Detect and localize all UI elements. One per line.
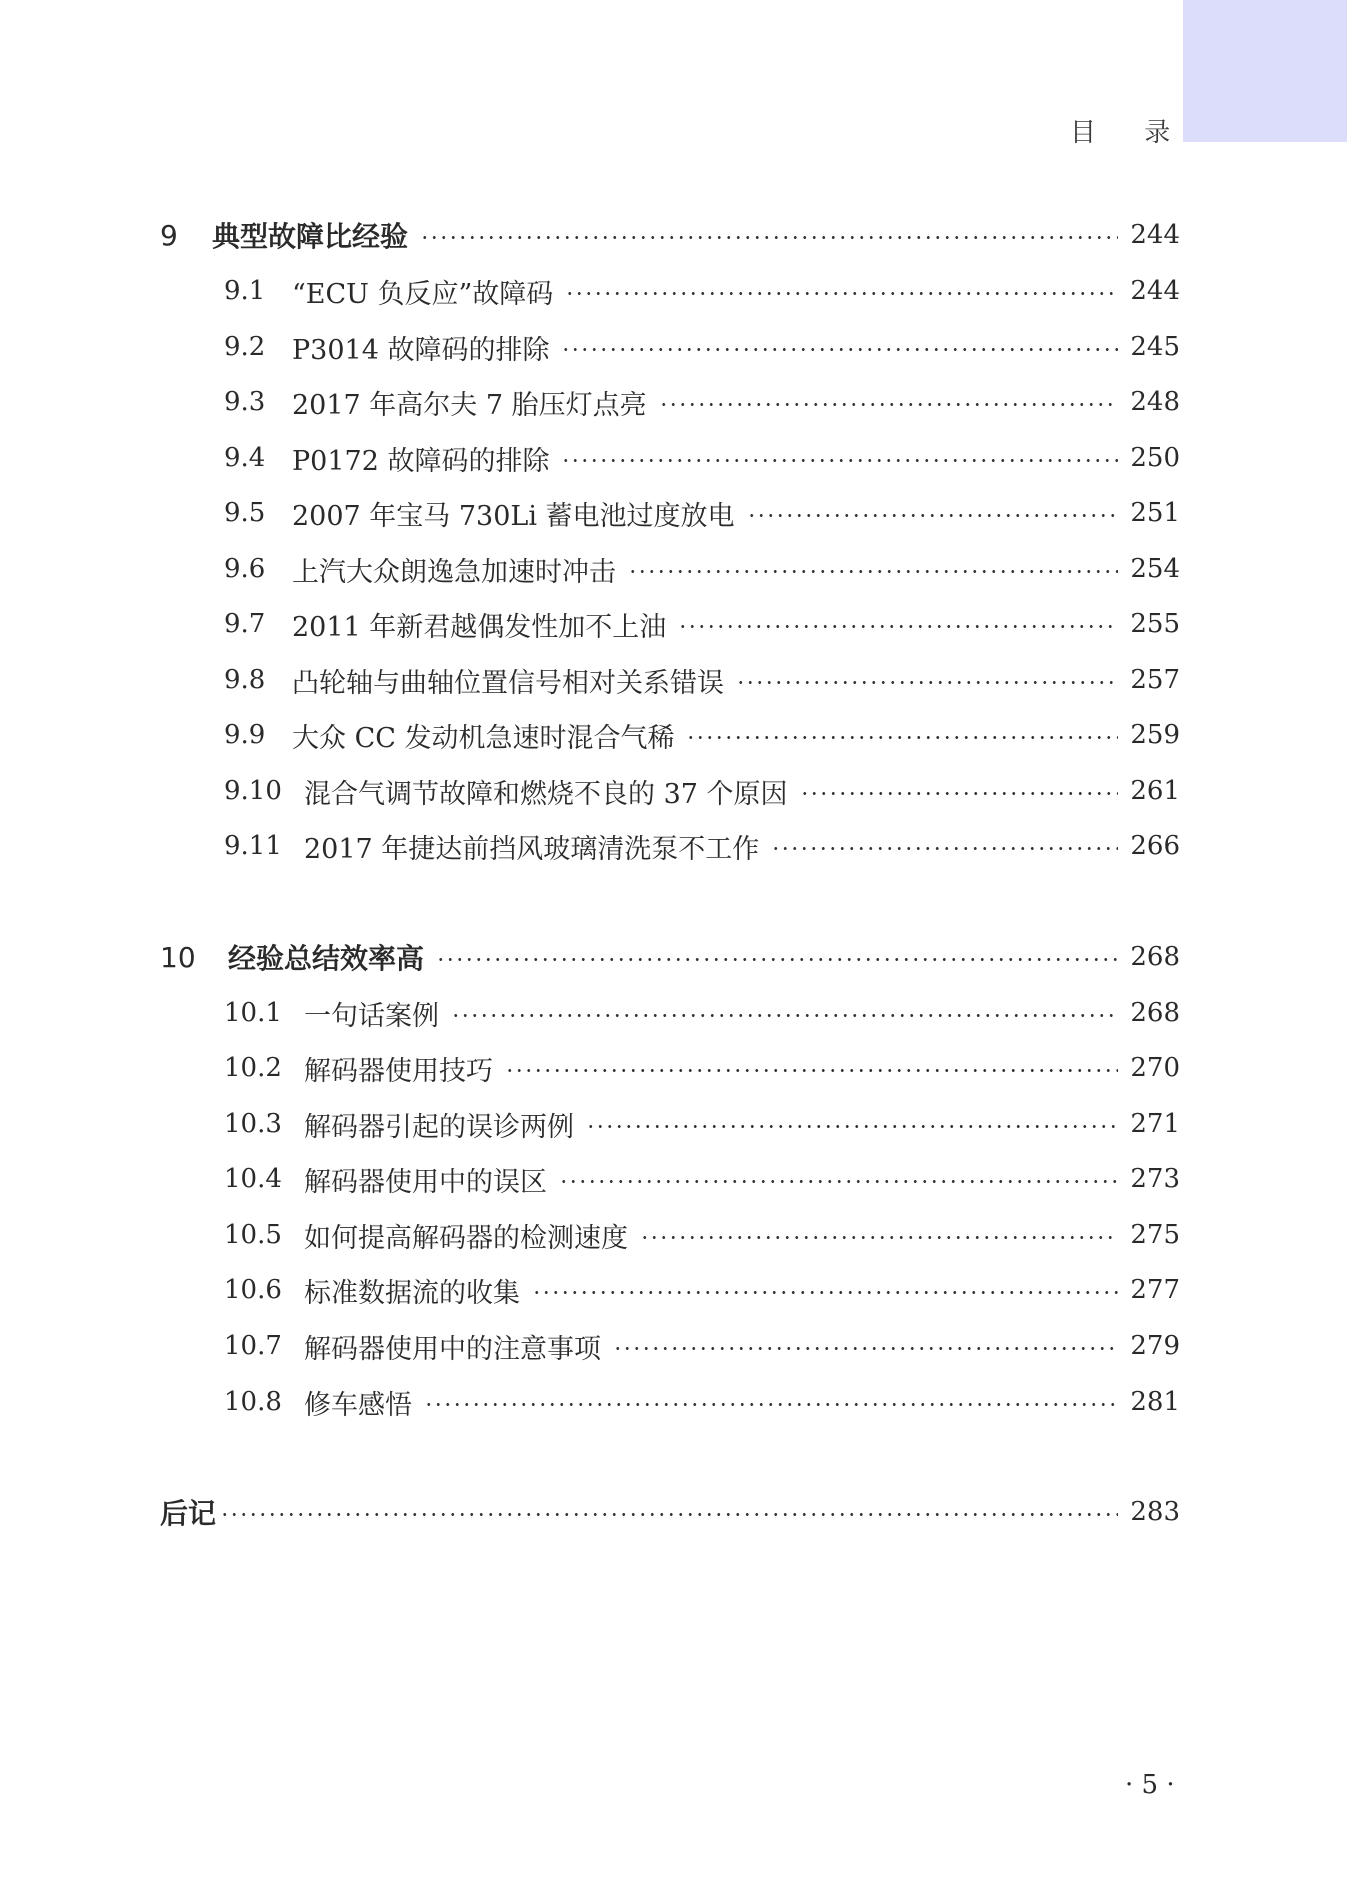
toc-section-9-1[interactable]	[160, 271, 1180, 311]
section-number: 9.1	[224, 276, 266, 306]
dot-leader	[220, 1513, 1118, 1516]
toc-section-10-3[interactable]	[160, 1104, 1180, 1144]
toc-section-10-7[interactable]	[160, 1326, 1180, 1366]
page-number: 279	[1130, 1331, 1180, 1361]
page-number: 275	[1130, 1220, 1180, 1250]
section-title: 2011 年新君越偶发性加不上油	[292, 611, 667, 643]
page-number: 281	[1130, 1387, 1180, 1417]
section-number: 9.8	[224, 665, 266, 695]
section-number: 10.7	[224, 1331, 282, 1361]
section-number: 9.7	[224, 609, 266, 639]
toc-section-9-4[interactable]	[160, 438, 1180, 478]
section-number: 9.3	[224, 387, 266, 417]
section-title: 2017 年高尔夫 7 胎压灯点亮	[292, 389, 647, 421]
page-number: 245	[1130, 332, 1180, 362]
page-number: 283	[1130, 1497, 1180, 1527]
dot-leader	[586, 1125, 1118, 1128]
section-title: 解码器引起的误诊两例	[304, 1111, 574, 1143]
dot-leader	[628, 570, 1118, 573]
dot-leader	[451, 1014, 1118, 1017]
section-title: 大众 CC 发动机急速时混合气稀	[292, 722, 675, 754]
toc-section-9-10[interactable]	[160, 771, 1180, 811]
section-number: 10.6	[224, 1275, 282, 1305]
dot-leader	[424, 1403, 1118, 1406]
section-title: 一句话案例	[304, 1000, 439, 1032]
footer-page-number: · 5 ·	[1125, 1770, 1175, 1800]
section-number: 9.10	[224, 776, 282, 806]
section-title: “ECU 负反应”故障码	[292, 278, 554, 310]
section-title: 标准数据流的收集	[304, 1277, 520, 1309]
section-title: 解码器使用中的误区	[304, 1166, 547, 1198]
section-title: 2007 年宝马 730Li 蓄电池过度放电	[292, 500, 735, 532]
dot-leader	[747, 514, 1119, 517]
page-number: 255	[1130, 609, 1180, 639]
toc-section-10-1[interactable]	[160, 993, 1180, 1033]
running-header: 目 录	[1070, 118, 1191, 148]
section-title: 修车感悟	[304, 1389, 412, 1421]
page-number: 248	[1130, 387, 1180, 417]
toc-section-9-2[interactable]	[160, 327, 1180, 367]
section-number: 10.8	[224, 1387, 282, 1417]
toc-section-10-6[interactable]	[160, 1270, 1180, 1310]
dot-leader	[771, 847, 1118, 850]
chapter-title: 典型故障比经验	[212, 220, 409, 253]
dot-leader	[640, 1236, 1118, 1239]
section-title: 解码器使用中的注意事项	[304, 1333, 601, 1365]
corner-tab-decoration	[1183, 0, 1347, 142]
toc-chapter-9[interactable]	[160, 215, 1180, 255]
dot-leader	[613, 1347, 1118, 1350]
dot-leader	[565, 292, 1118, 295]
page-number: 254	[1130, 554, 1180, 584]
page-number: 244	[1130, 276, 1180, 306]
toc-section-10-2[interactable]	[160, 1048, 1180, 1088]
section-number: 10.4	[224, 1164, 282, 1194]
dot-leader	[800, 792, 1119, 795]
page-number: 250	[1130, 443, 1180, 473]
section-number: 9.5	[224, 498, 266, 528]
page-number: 268	[1130, 942, 1180, 972]
section-number: 9.9	[224, 720, 266, 750]
dot-leader	[532, 1291, 1118, 1294]
page-number: 261	[1130, 776, 1180, 806]
toc-section-10-5[interactable]	[160, 1215, 1180, 1255]
dot-leader	[561, 459, 1118, 462]
toc-afterword[interactable]	[160, 1492, 1180, 1532]
page-number: 273	[1130, 1164, 1180, 1194]
dot-leader	[736, 681, 1118, 684]
toc-section-9-9[interactable]	[160, 715, 1180, 755]
dot-leader	[505, 1069, 1118, 1072]
toc-section-9-8[interactable]	[160, 660, 1180, 700]
section-title: 如何提高解码器的检测速度	[304, 1222, 628, 1254]
page-number: 259	[1130, 720, 1180, 750]
chapter-number: 9	[160, 218, 178, 252]
dot-leader	[686, 736, 1118, 739]
page-number: 271	[1130, 1109, 1180, 1139]
section-title: 解码器使用技巧	[304, 1055, 493, 1087]
toc-section-9-6[interactable]	[160, 549, 1180, 589]
section-number: 9.4	[224, 443, 266, 473]
toc-chapter-10[interactable]	[160, 937, 1180, 977]
section-number: 10.2	[224, 1053, 282, 1083]
dot-leader	[559, 1180, 1118, 1183]
page-number: 270	[1130, 1053, 1180, 1083]
dot-leader	[561, 348, 1118, 351]
section-title: 混合气调节故障和燃烧不良的 37 个原因	[304, 778, 788, 810]
toc-section-10-8[interactable]	[160, 1382, 1180, 1422]
section-number: 10.3	[224, 1109, 282, 1139]
page-number: 268	[1130, 998, 1180, 1028]
dot-leader	[436, 958, 1118, 961]
section-title: 上汽大众朗逸急加速时冲击	[292, 556, 616, 588]
section-number: 9.2	[224, 332, 266, 362]
toc-section-10-4[interactable]	[160, 1159, 1180, 1199]
page-number: 266	[1130, 831, 1180, 861]
dot-leader	[420, 236, 1118, 239]
chapter-title: 经验总结效率高	[228, 942, 425, 975]
section-title: 凸轮轴与曲轴位置信号相对关系错误	[292, 667, 724, 699]
chapter-number: 10	[160, 940, 196, 974]
section-number: 9.6	[224, 554, 266, 584]
afterword-title: 后记	[160, 1497, 217, 1530]
section-number: 10.1	[224, 998, 282, 1028]
toc-section-9-3[interactable]	[160, 382, 1180, 422]
section-title: P0172 故障码的排除	[292, 445, 550, 477]
page-number: 244	[1130, 220, 1180, 250]
toc-section-9-11[interactable]	[160, 826, 1180, 866]
section-number: 9.11	[224, 831, 282, 861]
page-number: 257	[1130, 665, 1180, 695]
toc-section-9-5[interactable]	[160, 493, 1180, 533]
section-title: P3014 故障码的排除	[292, 334, 550, 366]
toc-section-9-7[interactable]	[160, 604, 1180, 644]
page-number: 251	[1130, 498, 1180, 528]
dot-leader	[659, 403, 1119, 406]
page-number: 277	[1130, 1275, 1180, 1305]
section-title: 2017 年捷达前挡风玻璃清洗泵不工作	[304, 833, 760, 865]
dot-leader	[678, 625, 1118, 628]
section-number: 10.5	[224, 1220, 282, 1250]
